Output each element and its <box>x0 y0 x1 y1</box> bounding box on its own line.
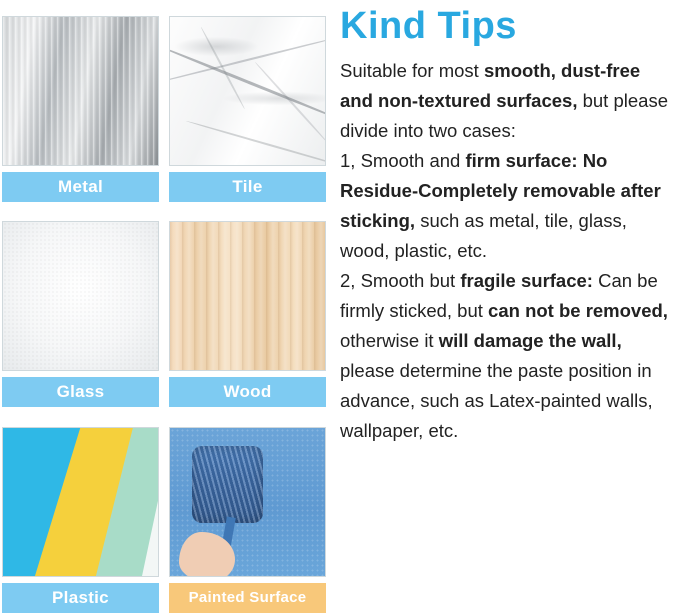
painted-wall-image <box>169 427 326 577</box>
sample-metal <box>2 2 159 202</box>
sample-label-tile: Tile <box>169 172 326 202</box>
sample-label-painted-surface: Painted Surface <box>169 583 326 613</box>
case1-lead: 1, Smooth and <box>340 150 466 171</box>
case1-paragraph <box>340 146 673 266</box>
sample-painted-surface <box>169 413 326 613</box>
sample-tile <box>169 2 326 202</box>
glass-texture-image <box>2 221 159 371</box>
page-title: Kind Tips <box>340 5 517 47</box>
case2-mid1: Can be firmly sticked, but <box>340 270 658 321</box>
sample-wood <box>169 208 326 408</box>
metal-texture-image <box>2 16 159 166</box>
case2-lead: 2, Smooth but <box>340 270 461 291</box>
case2-bold1: fragile surface: <box>460 270 593 291</box>
case2-bold2: can not be removed, <box>488 300 668 321</box>
tips-text-column <box>336 0 679 613</box>
intro-bold: smooth, dust-free and non-textured surfaces, <box>340 60 641 111</box>
intro-tail: but please divide into two cases: <box>340 90 668 141</box>
case2-paragraph <box>340 266 673 446</box>
plastic-texture-image <box>2 427 159 577</box>
case1-tail: such as metal, tile, glass, wood, plastic, etc. <box>340 210 627 261</box>
wood-texture-image <box>169 221 326 371</box>
surface-sample-gallery <box>2 2 326 613</box>
sample-plastic <box>2 413 159 613</box>
sample-label-glass: Glass <box>2 377 159 407</box>
sample-glass <box>2 208 159 408</box>
case2-bold3: will damage the wall, <box>438 330 622 351</box>
case2-tail: please determine the paste position in advance, such as Latex-painted walls, wallpaper, etc. <box>340 360 653 441</box>
case1-bold: firm surface: No Residue-Completely removable after sticking, <box>340 150 661 231</box>
sample-label-metal: Metal <box>2 172 159 202</box>
tile-texture-image <box>169 16 326 166</box>
sample-label-wood: Wood <box>169 377 326 407</box>
case2-mid2: otherwise it <box>340 330 439 351</box>
sample-label-plastic: Plastic <box>2 583 159 613</box>
intro-lead: Suitable for most <box>340 60 484 81</box>
intro-paragraph <box>340 56 673 146</box>
